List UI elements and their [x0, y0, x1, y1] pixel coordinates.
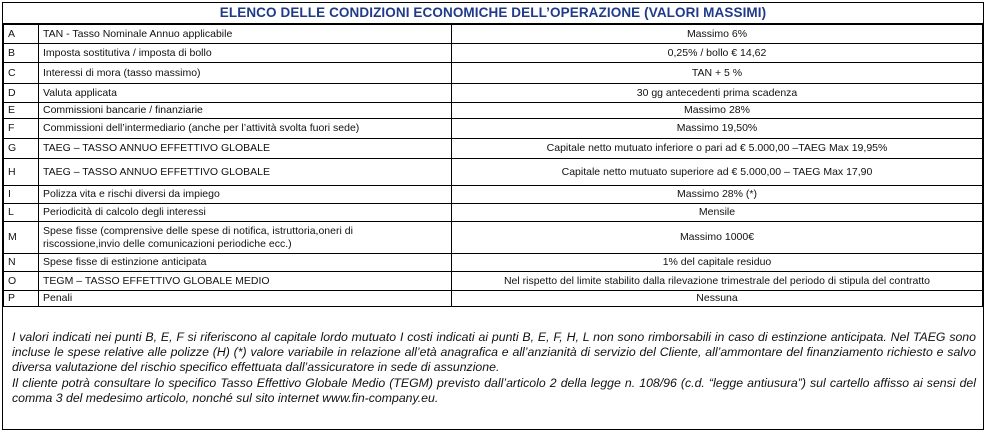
- row-code: B: [4, 44, 39, 63]
- table-row: [4, 159, 983, 186]
- row-label: Penali: [39, 291, 452, 307]
- row-label: TEGM – TASSO EFFETTIVO GLOBALE MEDIO: [39, 272, 452, 291]
- footnote-paragraph: Il cliente potrà consultare lo specifico Tasso Effettivo Globale Medio (TEGM) previsto dall’articolo 2 della legge n. 108/96 (c.d. “legge antiusura”) sul cartello affisso ai sensi del comma 3 del medesimo articolo, nonché sul sito internet www.fin-company.eu.: [12, 375, 976, 405]
- row-code: C: [4, 63, 39, 84]
- row-code: P: [4, 291, 39, 307]
- table-row: [4, 222, 983, 254]
- row-label: TAN - Tasso Nominale Annuo applicabile: [39, 25, 452, 44]
- row-label-line: Spese fisse (comprensive delle spese di notifica, istruttoria,oneri di: [43, 225, 353, 237]
- row-label: Imposta sostitutiva / imposta di bollo: [39, 44, 452, 63]
- row-code: M: [4, 222, 39, 254]
- row-code: E: [4, 103, 39, 119]
- table-row: [4, 44, 983, 63]
- row-label: Interessi di mora (tasso massimo): [39, 63, 452, 84]
- row-label: Commissioni dell’intermediario (anche per l’attività svolta fuori sede): [39, 119, 452, 139]
- table-row: [4, 291, 983, 307]
- row-label: Periodicità di calcolo degli interessi: [39, 204, 452, 222]
- row-label: Polizza vita e rischi diversi da impiego: [39, 186, 452, 204]
- table-row: [4, 84, 983, 103]
- row-code: A: [4, 25, 39, 44]
- row-label: Commissioni bancarie / finanziarie: [39, 103, 452, 119]
- row-value: Capitale netto mutuato superiore ad € 5.000,00 – TAEG Max 17,90: [452, 159, 983, 186]
- row-code: F: [4, 119, 39, 139]
- row-label: Spese fisse di estinzione anticipata: [39, 254, 452, 272]
- table-title: ELENCO DELLE CONDIZIONI ECONOMICHE DELL’OPERAZIONE (VALORI MASSIMI): [3, 3, 983, 24]
- row-label: TAEG – TASSO ANNUO EFFETTIVO GLOBALE: [39, 159, 452, 186]
- table-row: [4, 254, 983, 272]
- row-label-line: riscossione,invio delle comunicazioni periodiche ecc.): [43, 237, 292, 250]
- row-value: 30 gg antecedenti prima scadenza: [452, 84, 983, 103]
- row-code: D: [4, 84, 39, 103]
- row-value: Massimo 28%: [452, 103, 983, 119]
- row-value: Massimo 6%: [452, 25, 983, 44]
- row-label: [39, 222, 452, 254]
- table-row: [4, 63, 983, 84]
- row-value: TAN + 5 %: [452, 63, 983, 84]
- row-code: I: [4, 186, 39, 204]
- row-code: N: [4, 254, 39, 272]
- table-row: [4, 103, 983, 119]
- row-value: Massimo 28% (*): [452, 186, 983, 204]
- table-row: [4, 186, 983, 204]
- row-label: TAEG – TASSO ANNUO EFFETTIVO GLOBALE: [39, 139, 452, 159]
- row-value: Nel rispetto del limite stabilito dalla rilevazione trimestrale del periodo di stipula del contratto: [452, 272, 983, 291]
- footnote-paragraph: I valori indicati nei punti B, E, F si riferiscono al capitale lordo mutuato I costi indicati ai punti B, E, F, H, L non sono rimborsabili in caso di estinzione anticipata. Nel TAEG sono incluse le spese relative alle polizze (H) (*) valore variabile in relazione all’età anagrafica e all’anzianità di servizio del Cliente, all’ammontare del finanziamento richiesto e salvo diversa valutazione del rischio specifico effettuata dall’assicuratore in sede di assunzione.: [12, 330, 976, 375]
- row-code: L: [4, 204, 39, 222]
- row-code: H: [4, 159, 39, 186]
- row-code: O: [4, 272, 39, 291]
- table-row: [4, 272, 983, 291]
- table-row: [4, 25, 983, 44]
- row-value: Massimo 1000€: [452, 222, 983, 254]
- table-row: [4, 119, 983, 139]
- table-row: [4, 139, 983, 159]
- row-value: 0,25% / bollo € 14,62: [452, 44, 983, 63]
- conditions-table: [3, 24, 983, 307]
- row-code: G: [4, 139, 39, 159]
- table-row: [4, 204, 983, 222]
- row-value: Massimo 19,50%: [452, 119, 983, 139]
- footnotes: [12, 330, 976, 406]
- row-value: 1% del capitale residuo: [452, 254, 983, 272]
- row-value: Nessuna: [452, 291, 983, 307]
- row-value: Capitale netto mutuato inferiore o pari ad € 5.000,00 –TAEG Max 19,95%: [452, 139, 983, 159]
- row-value: Mensile: [452, 204, 983, 222]
- row-label: Valuta applicata: [39, 84, 452, 103]
